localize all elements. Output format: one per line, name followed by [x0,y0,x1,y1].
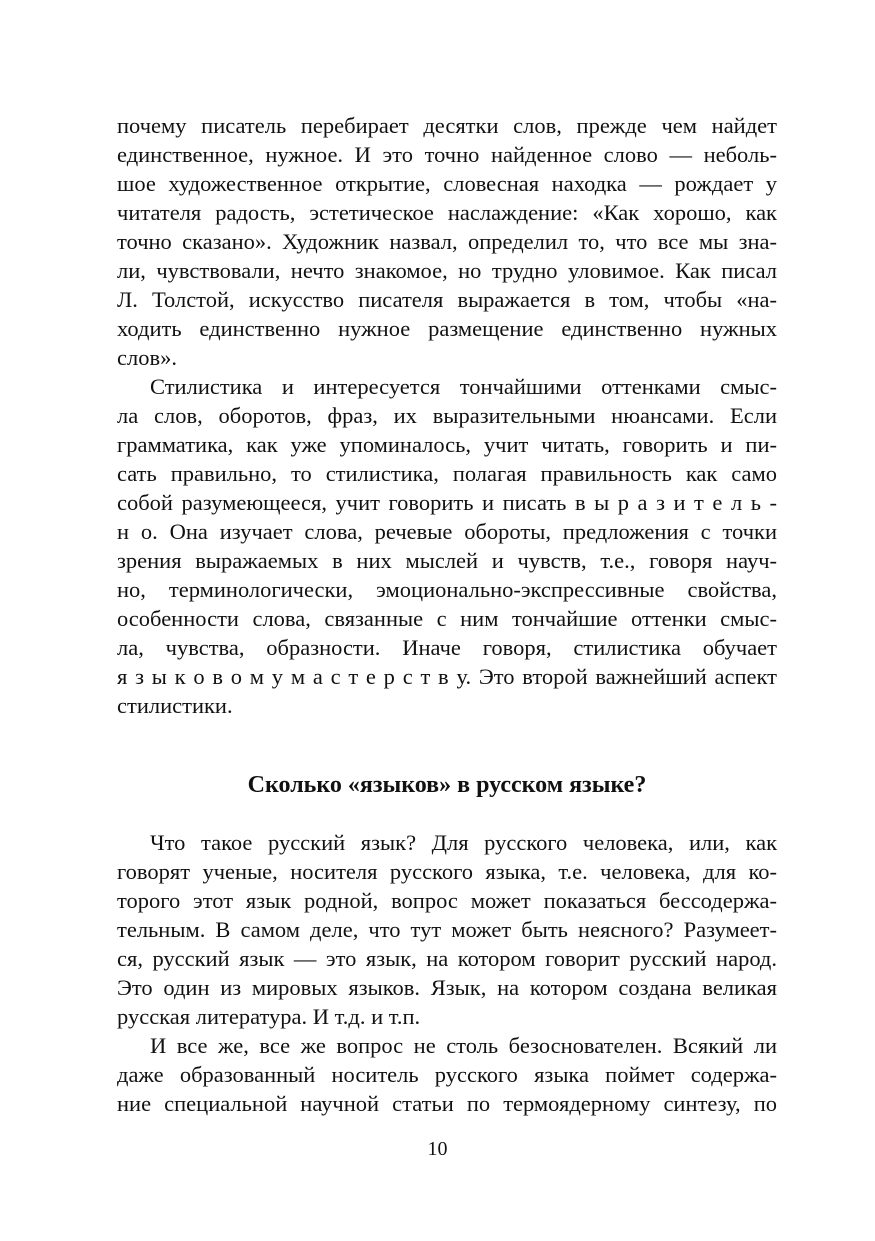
page-number: 10 [427,1138,448,1160]
text-line: почему писатель перебирает десятки слов, прежде чем найдет [117,113,777,138]
text-line: грамматика, как уже упоминалось, учит читать, говорить и пи- [117,432,777,457]
text-line: н о. Она изучает слова, речевые обороты, предложения с точки [117,519,777,544]
text-line: Л. Толстой, искусство писателя выражается в том, чтобы «на- [117,287,777,312]
text-line: особенности слова, связанные с ним тончайшие оттенки смыс- [117,606,777,631]
text-line: ние специальной научной статьи по термоядерному синтезу, по [117,1091,777,1116]
text-line: точно сказано». Художник назвал, определил то, что все мы зна- [117,229,777,254]
text-line: но, терминологически, эмоционально-экспрессивные свойства, [117,577,777,602]
text-line: русская литература. И т.д. и т.п. [117,1004,421,1029]
text-line: говорят ученые, носителя русского языка, т.е. человека, для ко- [117,859,777,884]
text-line: даже образованный носитель русского языка поймет содержа- [117,1062,777,1087]
text-line: тельным. В самом деле, что тут может быть неясного? Разумеет- [117,917,777,942]
text-line: слов». [117,345,177,370]
text-line: стилистики. [117,693,233,718]
text-line: читателя радость, эстетическое наслаждение: «Как хорошо, как [117,200,777,225]
text-line: зрения выражаемых в них мыслей и чувств, т.е., говоря науч- [117,548,777,573]
text-line: собой разумеющееся, учит говорить и писать в ы р а з и т е л ь - [117,490,777,515]
text-line: ла, чувства, образности. Иначе говоря, стилистика обучает [117,635,777,660]
section-heading: Сколько «языков» в русском языке? [247,772,647,798]
text-line: ли, чувствовали, нечто знакомое, но трудно уловимое. Как писал [117,258,777,283]
text-line: Стилистика и интересуется тончайшими оттенками смыс- [150,374,777,399]
text-line: Это один из мировых языков. Язык, на котором создана великая [117,975,777,1000]
text-line: ла слов, оборотов, фраз, их выразительными нюансами. Если [117,403,777,428]
text-line: Что такое русский язык? Для русского человека, или, как [150,830,777,855]
text-line: ся, русский язык — это язык, на котором говорит русский народ. [117,946,777,971]
text-line: единственное, нужное. И это точно найденное слово — неболь- [117,142,777,167]
text-line: шое художественное открытие, словесная находка — рождает у [117,171,777,196]
text-line: торого этот язык родной, вопрос может показаться бессодержа- [117,888,777,913]
text-line: И все же, все же вопрос не столь безоснователен. Всякий ли [150,1033,777,1058]
text-line: я з ы к о в о м у м а с т е р с т в у. Это второй важнейший аспект [117,664,777,689]
text-line: ходить единственно нужное размещение единственно нужных [117,316,777,341]
text-line: сать правильно, то стилистика, полагая правильность как само [117,461,777,486]
